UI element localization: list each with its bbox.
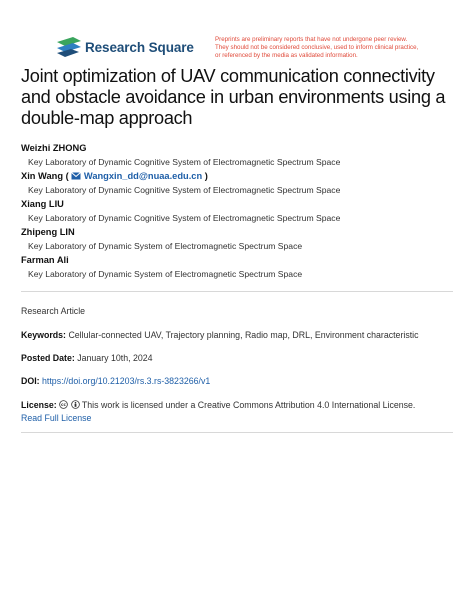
doi-row bbox=[21, 376, 210, 386]
disclaimer-line: They should not be considered conclusive, used to inform clinical practice, bbox=[215, 44, 419, 52]
svg-text:cc: cc bbox=[61, 402, 67, 408]
author-affiliation: Key Laboratory of Dynamic Cognitive System of Electromagnetic Spectrum Space bbox=[28, 185, 341, 195]
read-license-row bbox=[21, 413, 91, 423]
brand-name: Research Square bbox=[85, 39, 194, 55]
section-divider bbox=[21, 291, 453, 292]
doi-label: DOI: bbox=[21, 376, 40, 386]
read-full-license-link[interactable]: Read Full License bbox=[21, 413, 92, 423]
author-affiliation: Key Laboratory of Dynamic Cognitive System of Electromagnetic Spectrum Space bbox=[28, 157, 341, 167]
posted-date-row bbox=[21, 353, 153, 363]
disclaimer-line: or referenced by the media as validated information. bbox=[215, 52, 358, 60]
license-text: This work is licensed under a Creative Commons Attribution 4.0 International License. bbox=[81, 400, 416, 410]
preprint-disclaimer bbox=[215, 36, 455, 61]
posted-date-value: January 10th, 2024 bbox=[77, 353, 153, 363]
disclaimer-line: Preprints are preliminary reports that have not undergone peer review. bbox=[215, 36, 408, 43]
page-header bbox=[0, 0, 474, 66]
by-icon bbox=[71, 400, 80, 409]
author-affiliation: Key Laboratory of Dynamic Cognitive System of Electromagnetic Spectrum Space bbox=[28, 213, 341, 223]
cc-icon bbox=[59, 400, 68, 409]
paper-title: Joint optimization of UAV communication connectivity and obstacle avoidance in urban environments using a double-map approach bbox=[21, 66, 446, 128]
keywords-row bbox=[21, 330, 419, 340]
author-name: Xin Wang bbox=[21, 171, 64, 181]
article-type bbox=[21, 306, 85, 316]
research-square-logo-icon bbox=[57, 37, 81, 57]
author-list bbox=[21, 141, 461, 281]
section-divider bbox=[21, 432, 453, 433]
author-name: Xiang LIU bbox=[21, 199, 64, 209]
author-affiliation: Key Laboratory of Dynamic System of Electromagnetic Spectrum Space bbox=[28, 269, 303, 279]
author-name: Zhipeng LIN bbox=[21, 227, 75, 237]
license-label: License: bbox=[21, 400, 57, 410]
author-email-link[interactable]: Wangxin_dd@nuaa.edu.cn bbox=[83, 171, 203, 181]
keywords-value: Cellular-connected UAV, Trajectory planning, Radio map, DRL, Environment characteristic bbox=[68, 330, 419, 340]
posted-date-label: Posted Date: bbox=[21, 353, 75, 363]
mail-icon bbox=[71, 172, 81, 180]
author-name: Farman Ali bbox=[21, 255, 69, 265]
keywords-label: Keywords: bbox=[21, 330, 66, 340]
article-type-label: Research Article bbox=[21, 306, 86, 316]
author-affiliation: Key Laboratory of Dynamic System of Electromagnetic Spectrum Space bbox=[28, 241, 303, 251]
author-name-with-email: Xin Wang ( Wangxin_dd@nuaa.edu.cn ) bbox=[21, 171, 208, 181]
research-square-logo[interactable] bbox=[57, 37, 194, 57]
doi-link[interactable]: https://doi.org/10.21203/rs.3.rs-3823266/v1 bbox=[42, 376, 211, 386]
author-name: Weizhi ZHONG bbox=[21, 143, 87, 153]
license-row bbox=[21, 400, 415, 410]
